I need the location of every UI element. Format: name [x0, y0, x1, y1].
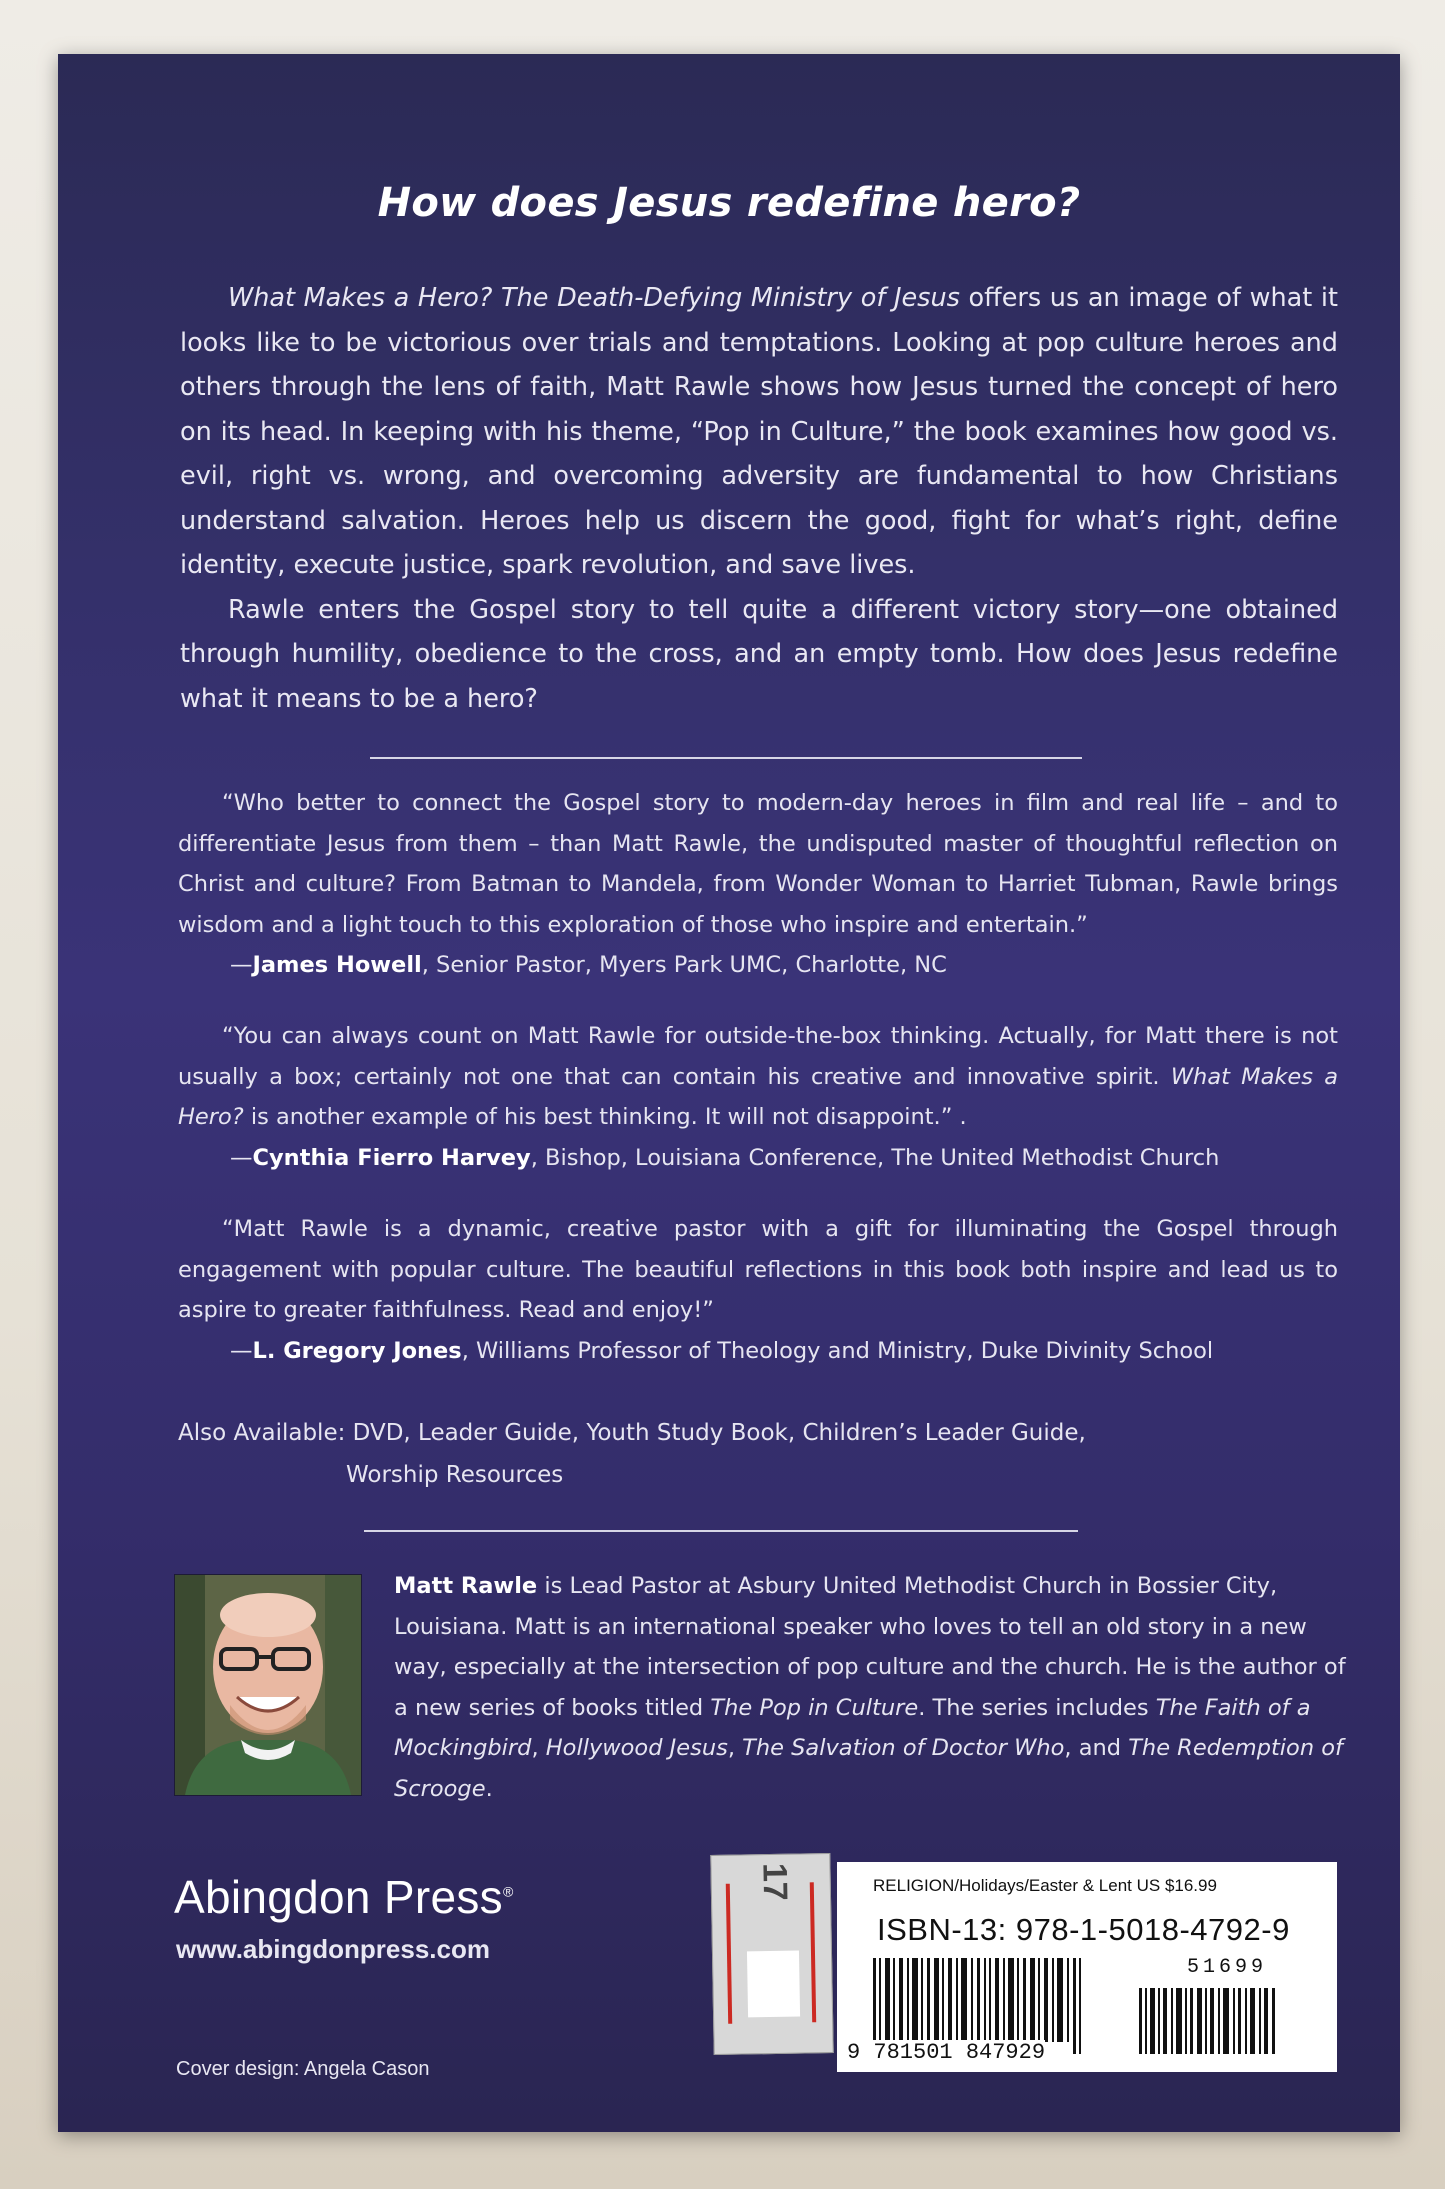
endorsement-attribution: —James Howell, Senior Pastor, Myers Park UMC, Charlotte, NC	[230, 952, 947, 978]
sticker-stripe	[810, 1882, 816, 2022]
headline: How does Jesus redefine hero?	[377, 180, 1081, 226]
description	[180, 276, 1338, 721]
divider	[364, 1530, 1078, 1532]
endorsement-text: “Matt Rawle is a dynamic, creative pastor with a gift for illuminating the Gospel through engagement with popular culture. The beautiful reflections in this book both inspire and lead us to aspire to greater faithfulness. Read and enjoy!”	[178, 1216, 1338, 1323]
price-code: 51699	[1187, 1956, 1268, 1979]
endorsement	[178, 783, 1338, 986]
cover-credit: Cover design: Angela Cason	[176, 2058, 430, 2080]
barcode-digits: 9 781501 847929	[847, 2040, 1046, 2065]
endorsement-text: “You can always count on Matt Rawle for outside-the-box thinking. Actually, for Matt there is not usually a box; certainly not one that can contain his creative and innovative spirit. What Makes a Hero? is another example of his best thinking. It will not disappoint.” .	[178, 1023, 1338, 1130]
publisher-logo: Abingdon Press®	[174, 1871, 514, 1923]
book-title: What Makes a Hero? The Death-Defying Ministry of Jesus	[228, 283, 960, 313]
endorsement	[178, 1016, 1338, 1178]
price-sticker	[710, 1853, 833, 2055]
endorsement	[178, 1209, 1338, 1371]
also-available: Also Available: DVD, Leader Guide, Youth Study Book, Children’s Leader Guide, Worship Resources	[178, 1420, 1086, 1488]
endorsement-attribution: —Cynthia Fierro Harvey, Bishop, Louisiana Conference, The United Methodist Church	[230, 1144, 1220, 1171]
category-price: RELIGION/Holidays/Easter & Lent US $16.99	[873, 1876, 1217, 1895]
sticker-blank	[747, 1951, 800, 2018]
sticker-stripe	[726, 1884, 732, 2024]
description-paragraph-1: What Makes a Hero? The Death-Defying Ministry of Jesus offers us an image of what it looks like to be victorious over trials and temptations. Looking at pop culture heroes and others through the lens of faith, Matt Rawle shows how Jesus turned the concept of hero on its head. In keeping with his theme, “Pop in Culture,” the book examines how good vs. evil, right vs. wrong, and overcoming adversity are fundamental to how Christians understand salvation. Heroes help us discern the good, fight for what’s right, define identity, execute justice, spark revolution, and save lives.	[180, 283, 1338, 580]
author-name: Matt Rawle	[394, 1573, 538, 1599]
sticker-number: 17	[755, 1862, 795, 1902]
divider	[370, 757, 1082, 759]
endorsement-attribution: —L. Gregory Jones, Williams Professor of Theology and Ministry, Duke Divinity School	[230, 1337, 1214, 1364]
author-photo	[174, 1574, 362, 1796]
author-portrait-icon	[175, 1575, 361, 1795]
publisher-url: www.abingdonpress.com	[176, 1934, 490, 1964]
isbn-text: ISBN-13: 978-1-5018-4792-9	[877, 1912, 1290, 1947]
book-back-cover	[58, 54, 1400, 2132]
endorsement-text: “Who better to connect the Gospel story to modern-day heroes in film and real life – and to differentiate Jesus from them – than Matt Rawle, the undisputed master of thoughtful reflection on Christ and culture? From Batman to Mandela, from Wonder Woman to Harriet Tubman, Rawle brings wisdom and a light touch to this exploration of those who inspire and entertain.”	[178, 790, 1338, 938]
isbn-barcode-label	[837, 1862, 1337, 2072]
description-paragraph-2: Rawle enters the Gospel story to tell quite a different victory story—one obtained through humility, obedience to the cross, and an empty tomb. How does Jesus redefine what it means to be a hero?	[180, 594, 1338, 714]
author-bio: Matt Rawle is Lead Pastor at Asbury United Methodist Church in Bossier City, Louisiana. Matt is an international speaker who loves to tell an old story in a new way, especially at the intersection of pop culture and the church. He is the author of a new series of books titled The Pop in Culture. The series includes The Faith of a Mockingbird, Hollywood Jesus, The Salvation of Doctor Who, and The Redemption of Scrooge.	[394, 1573, 1346, 1802]
